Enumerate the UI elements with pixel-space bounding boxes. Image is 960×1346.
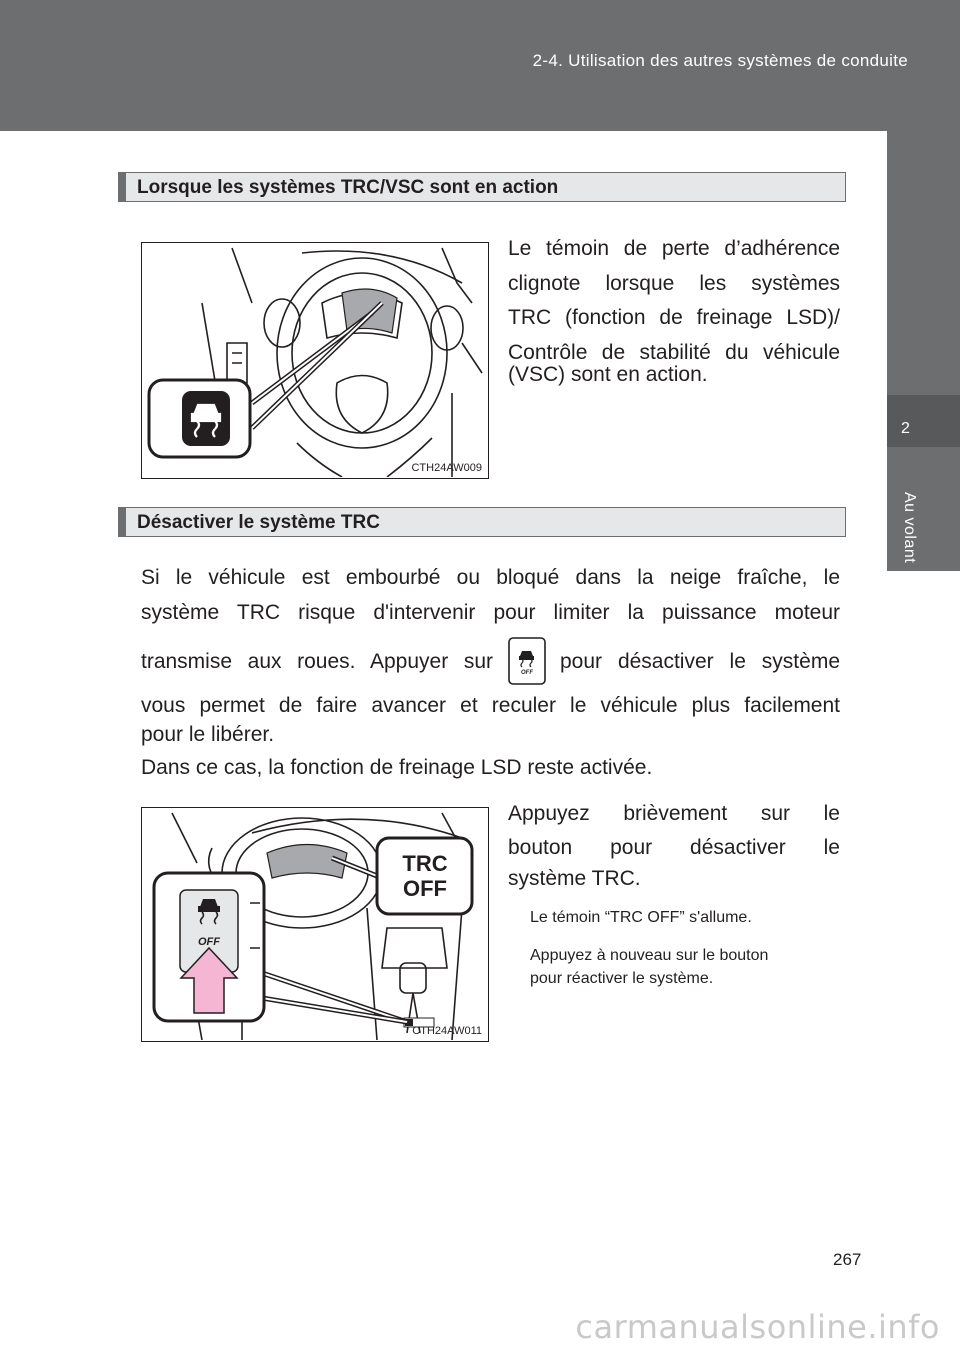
section1-paragraph-line: clignote lorsque les systèmes xyxy=(508,272,840,295)
trc-off-callout-line2: OFF xyxy=(403,876,447,901)
watermark-text: carmanualsonline.info xyxy=(575,1308,940,1346)
section2-paragraph-line: Si le véhicule est embourbé ou bloqué dans la neige fraîche, le xyxy=(141,566,840,589)
section-heading-text: Lorsque les systèmes TRC/VSC sont en action xyxy=(137,177,559,198)
trc-off-button-icon xyxy=(507,636,547,686)
section2-paragraph-line: Dans ce cas, la fonction de freinage LSD reste activée. xyxy=(141,756,653,779)
console-illustration xyxy=(142,808,487,1040)
step-line: Appuyez brièvement sur le xyxy=(508,802,840,825)
dashboard-illustration xyxy=(142,243,487,477)
figure-code: CTH24AW011 xyxy=(412,1025,482,1037)
section1-paragraph-line: TRC (fonction de freinage LSD)/ xyxy=(508,306,840,329)
chapter-number: 2 xyxy=(901,420,910,437)
inline-button-off-text: OFF xyxy=(521,670,533,676)
button-off-text: OFF xyxy=(198,936,220,948)
section2-paragraph-line: pour désactiver le système xyxy=(560,650,840,673)
section-heading-disable-trc xyxy=(118,507,846,537)
section2-paragraph-line: vous permet de faire avancer et reculer le véhicule plus facilement xyxy=(141,694,840,717)
section1-paragraph-line: (VSC) sont en action. xyxy=(508,363,708,386)
section2-paragraph-line: transmise aux roues. Appuyer sur xyxy=(141,650,493,673)
step-line: bouton pour désactiver le xyxy=(508,836,840,859)
section1-paragraph-line: Le témoin de perte d’adhérence xyxy=(508,237,840,260)
note-indicator-on: Le témoin “TRC OFF” s'allume. xyxy=(530,909,752,926)
section1-paragraph-line: Contrôle de stabilité du véhicule xyxy=(508,341,840,364)
note-reactivate-line: Appuyez à nouveau sur le bouton xyxy=(530,947,769,964)
section2-paragraph-line: pour le libérer. xyxy=(141,723,275,746)
chapter-side-label: Au volant xyxy=(901,492,918,564)
section-heading-text: Désactiver le système TRC xyxy=(137,512,380,533)
figure-code: CTH24AW009 xyxy=(411,462,482,474)
section-heading-trc-vsc xyxy=(118,172,846,202)
figure-dashboard-slip-indicator xyxy=(141,242,489,479)
note-reactivate-line: pour réactiver le système. xyxy=(530,970,714,987)
section2-paragraph-line: système TRC risque d'intervenir pour limiter la puissance moteur xyxy=(141,601,840,624)
figure-trc-off-button xyxy=(141,807,489,1042)
step-line: système TRC. xyxy=(508,867,641,890)
trc-off-callout-line1: TRC xyxy=(402,851,448,876)
chapter-title: 2-4. Utilisation des autres systèmes de conduite xyxy=(532,51,908,70)
page-number: 267 xyxy=(833,1250,862,1269)
watermark xyxy=(0,1306,960,1345)
